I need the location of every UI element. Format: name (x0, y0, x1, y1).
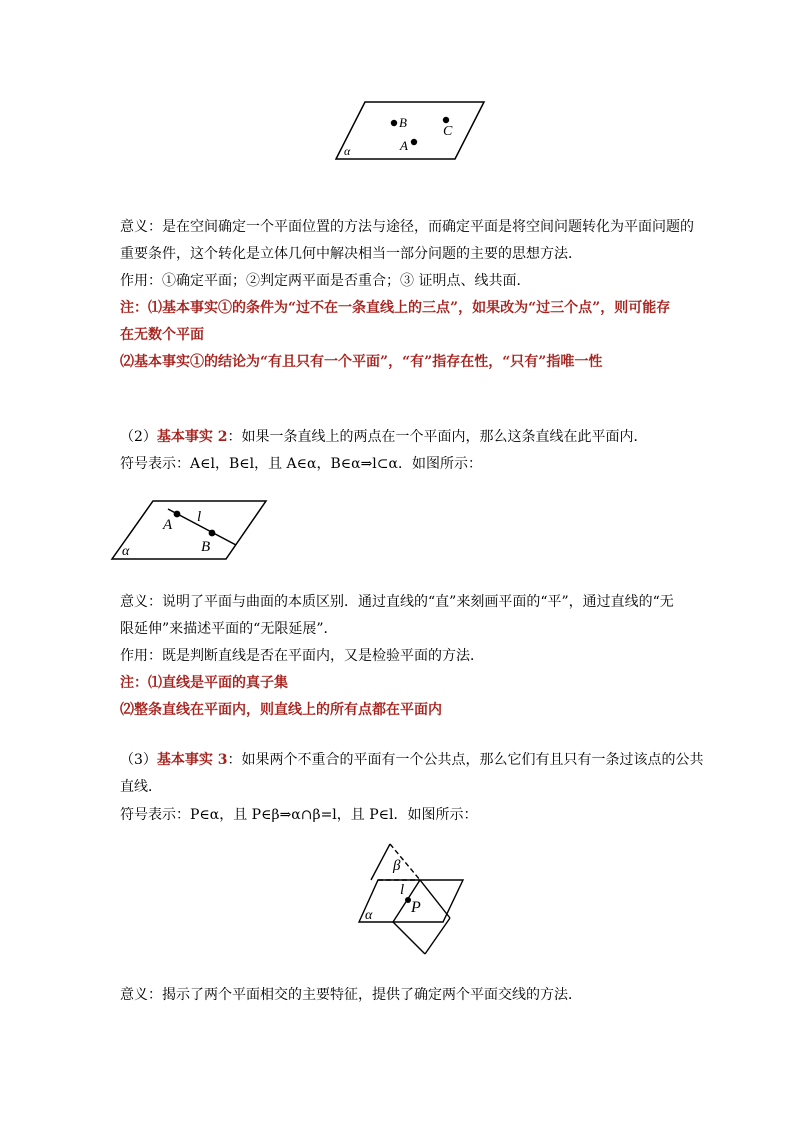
s3-heading (120, 751, 704, 769)
s2-prefix: （2） (120, 429, 157, 445)
plane-beta-label: β (393, 858, 401, 874)
point-a-label: A (163, 517, 173, 533)
s2-note-2: ⑵整条直线在平面内，则直线上的所有点都在平面内 (120, 702, 442, 718)
s2-meaning: 意义：说明了平面与曲面的本质区别．通过直线的“直”来刻画平面的“平”，通过直线的“无 (120, 594, 674, 610)
s2-usage: 作用：既是判断直线是否在平面内，又是检验平面的方法． (120, 648, 484, 664)
point-p-label: P (411, 899, 421, 916)
point-a-label: A (400, 138, 408, 153)
plane-abc-diagram (330, 95, 495, 165)
intersecting-planes-diagram (355, 842, 470, 957)
s1-meaning-cont: 重要条件，这个转化是立体几何中解决相当一部分问题的主要的思想方法． (120, 246, 582, 262)
s3-title: 基本事实 3 (156, 752, 228, 768)
plane-alpha-label: α (365, 908, 373, 923)
s3-text: ：如果两个不重合的平面有一个公共点，那么它们有且只有一条过该点的公共 (227, 752, 704, 768)
point-c-label: C (443, 124, 453, 139)
s2-heading (120, 428, 648, 446)
s1-note-1-cont: 在无数个平面 (120, 327, 204, 343)
s2-title: 基本事实 2 (156, 429, 228, 445)
line-in-plane-diagram (108, 497, 273, 563)
plane-alpha-label: α (344, 144, 351, 158)
s1-note-1: 注：⑴基本事实①的条件为“过不在一条直线上的三点”，如果改为“过三个点”，则可能存 (120, 300, 671, 316)
line-l-label: l (197, 509, 202, 525)
s1-usage: 作用：①确定平面；②判定两平面是否重合；③ 证明点、线共面． (120, 273, 531, 289)
s2-note-1: 注：⑴直线是平面的真子集 (120, 675, 288, 691)
s2-symbol: 符号表示：A∈l，B∈l，且 A∈α，B∈α⇒l⊂α．如图所示： (120, 456, 482, 472)
plane-alpha-label: α (122, 544, 130, 559)
figure-two-planes (355, 842, 470, 961)
figure-line-in-plane (108, 497, 273, 567)
figure-plane-three-points (330, 95, 495, 169)
s1-note-2: ⑵基本事实①的结论为“有且只有一个平面”，“有”指存在性，“只有”指唯一性 (120, 354, 603, 370)
point-b-label: B (201, 539, 211, 555)
s3-prefix: （3） (120, 752, 157, 768)
s3-heading-cont: 直线． (120, 779, 162, 795)
s3-symbol: 符号表示：P∈α，且 P∈β⇒α∩β=l，且 P∈l．如图所示： (120, 807, 478, 823)
point-b-label: B (399, 115, 407, 130)
s2-text: ：如果一条直线上的两点在一个平面内，那么这条直线在此平面内． (227, 429, 648, 445)
line-l-label: l (400, 882, 405, 898)
s2-meaning-cont: 限延伸”来描述平面的“无限延展”． (120, 621, 338, 637)
s3-meaning: 意义：揭示了两个平面相交的主要特征，提供了确定两个平面交线的方法． (120, 987, 582, 1003)
s1-meaning: 意义：是在空间确定一个平面位置的方法与途径，而确定平面是将空间问题转化为平面问题的 (120, 219, 694, 235)
